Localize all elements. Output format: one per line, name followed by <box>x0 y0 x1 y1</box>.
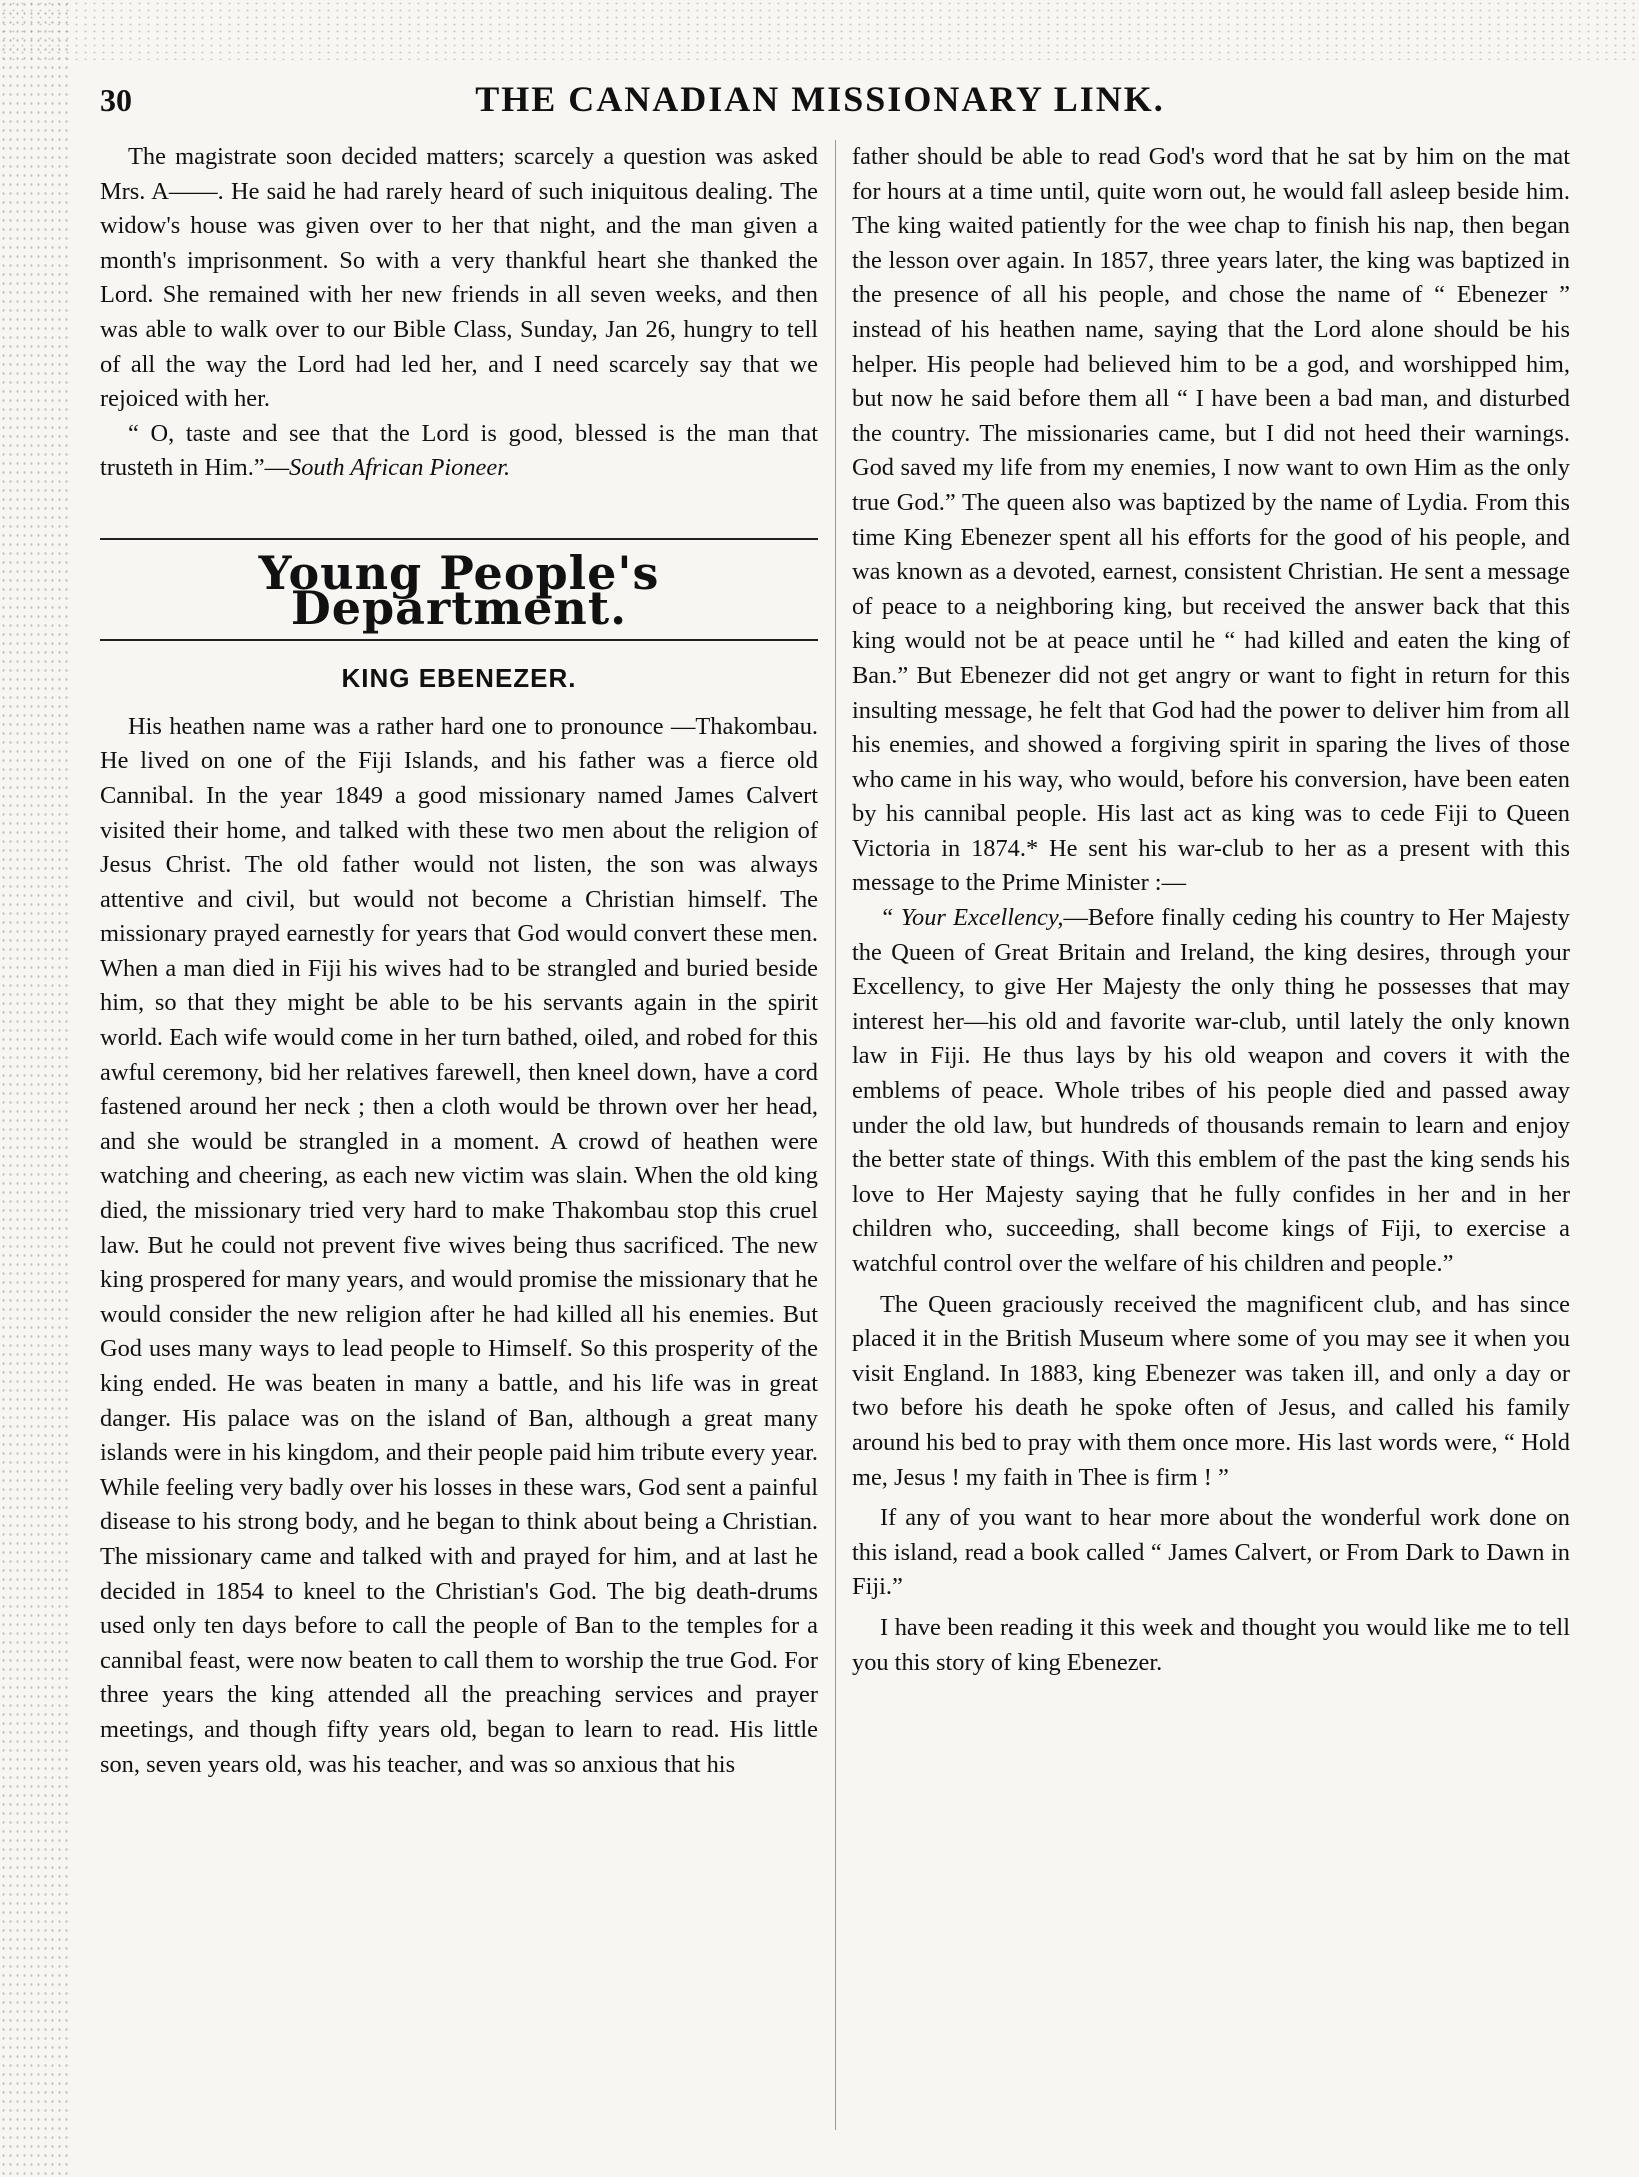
section-heading: Young People's Department. <box>258 545 660 635</box>
paragraph: The magistrate soon decided matters; scarcely a question was asked Mrs. A——. He said he had rarely heard of such iniquitous dealing. The widow's house was given over to her that night, and the man given a month's imprisonment. So with a very thankful heart she thanked the Lord. She remained with her new friends in all seven weeks, and then was able to walk over to our Bible Class, Sunday, Jan 26, hungry to tell of all the way the Lord had led her, and I need scarcely say that we rejoiced with her. <box>100 143 818 413</box>
letter-text: —Before finally ceding his country to Her Majesty the Queen of Great Britain and Ireland, the king desires, through your Excellency, to give Her Majesty the only thing he possesses that may interest her—his old and favorite war-club, until lately the only known law in Fiji. He thus lays by his old weapon and covers it with the emblems of peace. Whole tribes of his people died and passed away under the old law, but hundreds of thousands remain to learn and enjoy the better state of things. With this emblem of the past the king sends his love to Her Majesty saying that he fully confides in her and in her children who, succeeding, shall become kings of Fiji, to exercise a watchful control over the welfare of his children and people.” <box>852 904 1571 1277</box>
scan-noise-left <box>0 0 70 2177</box>
left-column <box>100 140 818 1782</box>
column-divider <box>835 140 836 2130</box>
section-rule-top <box>100 538 818 540</box>
paragraph-quote <box>100 417 818 486</box>
right-column <box>852 140 1570 1680</box>
running-title: THE CANADIAN MISSIONARY LINK. <box>475 79 1165 119</box>
paragraph: If any of you want to hear more about the wonderful work done on this island, read a book called “ James Calvert, or From Dark to Dawn in Fiji.” <box>852 1504 1570 1601</box>
paragraph: I have been reading it this week and thought you would like me to tell you this story of king Ebenezer. <box>852 1613 1570 1676</box>
scan-noise-top <box>0 0 1639 60</box>
paragraph: His heathen name was a rather hard one to pronounce —Thakombau. He lived on one of the Fiji Islands, and his father was a fierce old Cannibal. In the year 1849 a good missionary named James Calvert visited their home, and talked with these two men about the religion of Jesus Christ. The old father would not listen, the son was always attentive and civil, but would not become a Christian himself. The missionary prayed earnestly for years that God would convert these men. When a man died in Fiji his wives had to be strangled and buried beside him, so that they might be able to be his servants again in the spirit world. Each wife would come in her turn bathed, oiled, and robed for this awful ceremony, bid her relatives farewell, then kneel down, have a cord fastened around her neck ; then a cloth would be thrown over her head, and she would be strangled in a moment. A crowd of heathen were watching and cheering, as each new victim was slain. When the old king died, the missionary tried very hard to make Thakombau stop this cruel law. But he could not prevent five wives being thus sacrificed. The new king prospered for many years, and would promise the missionary that he would consider the new religion after he had killed all his enemies. But God uses many ways to lead people to Himself. So this prosperity of the king ended. He was beaten in many a battle, and his life was in great danger. His palace was on the island of Ban, although a great many islands were in his kingdom, and their people paid him tribute every year. While feeling very badly over his losses in these wars, God sent a painful disease to his strong body, and he began to think about being a Christian. The missionary came and talked with and prayed for him, and at last he decided in 1854 to kneel to the Christian's God. The big death-drums used only ten days before to call the people of Ban to the temples for a cannibal feast, were now beaten to call them to worship the true God. For three years the king attended all the preaching services and prayer meetings, and though fifty years old, began to learn to read. His little son, seven years old, was his teacher, and was so anxious that his <box>100 712 818 1778</box>
page-header <box>70 78 1570 128</box>
page-number: 30 <box>100 82 132 118</box>
quote-attribution: South African Pioneer. <box>289 454 511 482</box>
paragraph-letter <box>852 901 1570 1282</box>
paragraph: father should be able to read God's word that he sat by him on the mat for hours at a time until, quite worn out, he would fall asleep beside him. The king waited patiently for the wee chap to finish his nap, then began the lesson over again. In 1857, three years later, the king was baptized in the presence of all his people, and chose the name of “ Ebenezer ” instead of his heathen name, saying that the Lord alone should be his helper. His people had believed him to be a god, and worshipped him, but now he said before them all “ I have been a bad man, and disturbed the country. The missionaries came, but I did not heed their warnings. God saved my life from my enemies, I now want to own Him as the only true God.” The queen also was baptized by the name of Lydia. From this time King Ebenezer spent all his efforts for the good of his people, and was known as a devoted, earnest, consistent Christian. He sent a message of peace to a neighboring king, but received the answer back that this king would not be at peace until he “ had killed and eaten the king of Ban.” But Ebenezer did not get angry or want to fight in return for this insulting message, he felt that God had the power to deliver him from all his enemies, and showed a forgiving spirit in sparing the lives of those who came in his way, who would, before his conversion, have been eaten by his cannibal people. His last act as king was to cede Fiji to Queen Victoria in 1874.* He sent his war-club to her as a present with this message to the Prime Minister :— <box>852 143 1570 897</box>
paragraph: The Queen graciously received the magnificent club, and has since placed it in the British Museum where some of you may see it when you visit England. In 1883, king Ebenezer was taken ill, and only a day or two before his death he spoke often of Jesus, and called his family around his bed to pray with them once more. His last words were, “ Hold me, Jesus ! my faith in Thee is firm ! ” <box>852 1290 1570 1491</box>
section-rule-bottom <box>100 639 818 641</box>
letter-salutation: “ Your Excellency, <box>880 904 1064 932</box>
article-title: KING EBENEZER. <box>341 663 577 694</box>
quote-text: “ O, taste and see that the Lord is good, blessed is the man that trusteth in Him.”— <box>100 419 818 482</box>
